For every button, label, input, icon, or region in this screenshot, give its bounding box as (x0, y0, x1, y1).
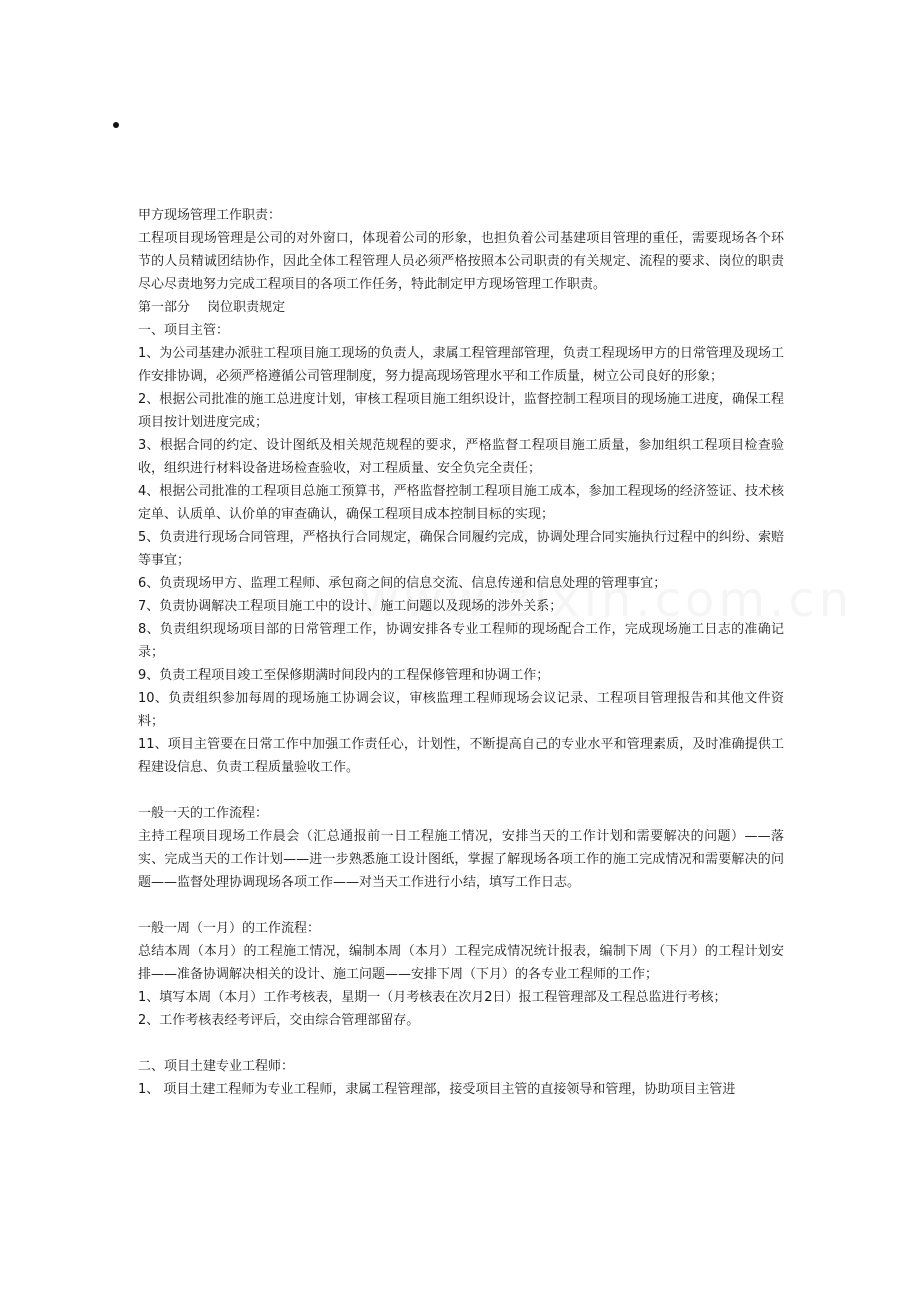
daily-workflow-heading: 一般一天的工作流程： (138, 806, 269, 821)
list-item: 10、负责组织参加每周的现场施工协调会议，审核监理工程师现场会议记录、工程项目管理报告和其他文件资料； (138, 691, 784, 729)
list-item: 6、负责现场甲方、监理工程师、承包商之间的信息交流、信息传递和信息处理的管理事宜； (138, 576, 667, 591)
list-item: 8、负责组织现场项目部的日常管理工作，协调安排各专业工程师的现场配合工作，完成现场施工日志的准确记录； (138, 622, 784, 660)
spacer (138, 779, 784, 802)
list-item: 9、负责工程项目竣工至保修期满时间段内的工程保修管理和协调工作； (138, 668, 550, 683)
list-item: 11、项目主管要在日常工作中加强工作责任心，计划性，不断提高自己的专业水平和管理素质，及时准确提供工程建设信息、负责工程质量验收工作。 (138, 737, 784, 775)
weekly-workflow-text: 总结本周（本月）的工程施工情况，编制本周（本月）工程完成情况统计报表，编制下周（下月）的工程计划安排——准备协调解决相关的设计、施工问题——安排下周（下月）的各专业工程师的工作； (138, 944, 784, 982)
list-bullet (113, 122, 119, 128)
spacer (138, 1032, 784, 1055)
intro-paragraph: 工程项目现场管理是公司的对外窗口，体现着公司的形象，也担负着公司基建项目管理的重任，需要现场各个环节的人员精诚团结协作，因此全体工程管理人员必须严格按照本公司职责的有关规定、流程的要求、岗位的职责尽心尽责地努力完成工程项目的各项工作任务，特此制定甲方现场管理工作职责。 (138, 231, 784, 292)
list-item: 1、填写本周（本月）工作考核表，星期一（月考核表在次月2日）报工程管理部及工程总监进行考核； (138, 990, 727, 1005)
list-item: 7、负责协调解决工程项目施工中的设计、施工问题以及现场的涉外关系； (138, 599, 563, 614)
list-item: 2、工作考核表经考评后，交由综合管理部留存。 (138, 1013, 420, 1028)
list-item: 4、根据公司批准的工程项目总施工预算书，严格监督控制工程项目施工成本，参加工程现场的经济签证、技术核定单、认质单、认价单的审查确认，确保工程项目成本控制目标的实现； (138, 484, 784, 522)
weekly-workflow-heading: 一般一周（一月）的工作流程： (138, 921, 321, 936)
daily-workflow-text: 主持工程项目现场工作晨会（汇总通报前一日工程施工情况，安排当天的工作计划和需要解决的问题）——落实、完成当天的工作计划——进一步熟悉施工设计图纸，掌握了解现场各项工作的施工完成情况和需要解决的问题——监督处理协调现场各项工作——对当天工作进行小结，填写工作日志。 (138, 829, 784, 890)
list-item: 2、根据公司批准的施工总进度计划，审核工程项目施工组织设计，监督控制工程项目的现场施工进度，确保工程项目按计划进度完成； (138, 392, 784, 430)
section-heading: 一、项目主管： (138, 323, 230, 338)
part-heading: 第一部分 岗位职责规定 (138, 300, 286, 315)
spacer (138, 894, 784, 917)
section-heading: 二、项目土建专业工程师： (138, 1059, 295, 1074)
list-item: 3、根据合同的约定、设计图纸及相关规范规程的要求，严格监督工程项目施工质量，参加组织工程项目检查验收，组织进行材料设备进场检查验收，对工程质量、安全负完全责任； (138, 438, 784, 476)
list-item: 5、负责进行现场合同管理，严格执行合同规定，确保合同履约完成，协调处理合同实施执行过程中的纠纷、索赔等事宜； (138, 530, 784, 568)
list-item: 1、为公司基建办派驻工程项目施工现场的负责人，隶属工程管理部管理，负责工程现场甲方的日常管理及现场工作安排协调，必须严格遵循公司管理制度，努力提高现场管理水平和工作质量，树立公司良好的形象； (138, 346, 784, 384)
list-item: 1、 项目土建工程师为专业工程师，隶属工程管理部，接受项目主管的直接领导和管理，协助项目主管进 (138, 1082, 736, 1097)
document-body (138, 204, 784, 1101)
document-title: 甲方现场管理工作职责： (138, 208, 282, 223)
